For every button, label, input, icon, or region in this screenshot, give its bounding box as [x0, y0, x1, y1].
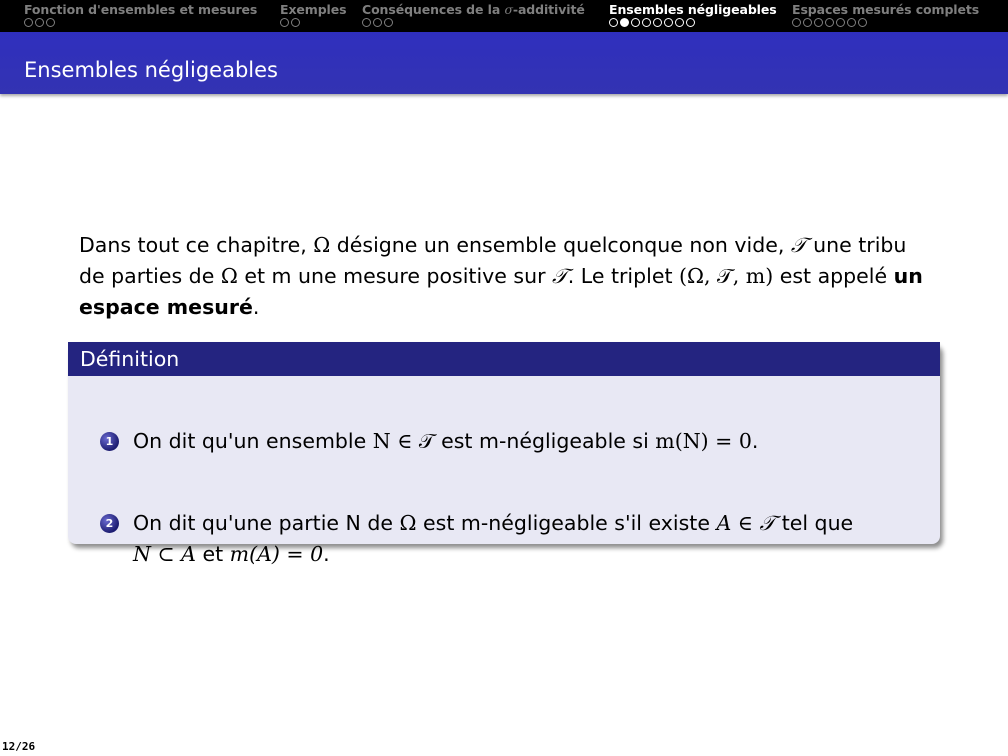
frame-dot-icon[interactable]: [24, 18, 33, 27]
frame-dot-icon[interactable]: [803, 18, 812, 27]
intro-text: .: [252, 295, 260, 319]
enumerate-bullet-icon: 2: [100, 514, 119, 533]
frame-dot-icon[interactable]: [847, 18, 856, 27]
frame-dot-icon[interactable]: [35, 18, 44, 27]
frame-title-bar: [0, 32, 1008, 94]
omega-symbol: Ω: [220, 264, 238, 288]
nav-dots: [609, 18, 777, 27]
frame-dot-icon[interactable]: [384, 18, 393, 27]
section-navigation-bar: [0, 0, 1008, 32]
nav-title-post: -additivité: [512, 2, 585, 17]
item-text-part: est m-négligeable s'il existe: [416, 511, 717, 535]
omega-symbol: Ω: [313, 233, 331, 257]
bold-term: un espace mesuré: [79, 264, 923, 319]
intro-text: désigne un ensemble quelconque non vide,: [330, 233, 791, 257]
frame-dot-icon[interactable]: [642, 18, 651, 27]
math-expression: N ∈ 𝒯: [372, 429, 435, 453]
item-text-part: .: [751, 429, 759, 453]
frame-dot-icon[interactable]: [836, 18, 845, 27]
nav-section-title[interactable]: Fonction d'ensembles et mesures: [24, 2, 258, 17]
math-expression: N ⊂ A: [133, 542, 196, 566]
frame-dot-icon[interactable]: [373, 18, 382, 27]
frame-dot-icon[interactable]: [814, 18, 823, 27]
nav-section-negligeables[interactable]: [609, 2, 777, 27]
nav-title-pre: Conséquences de la: [362, 2, 505, 17]
nav-section-complets[interactable]: [792, 2, 979, 27]
frame-dot-icon[interactable]: [664, 18, 673, 27]
definition-block: [68, 342, 940, 566]
list-item: [100, 426, 920, 457]
intro-text: . Le triplet: [567, 264, 679, 288]
nav-section-title[interactable]: [362, 2, 585, 17]
frame-dot-icon[interactable]: [362, 18, 371, 27]
intro-paragraph: [79, 230, 929, 323]
math-expression: Ω: [399, 511, 417, 535]
nav-section-title[interactable]: Exemples: [280, 2, 347, 17]
item-text-part: On dit qu'un ensemble: [133, 429, 373, 453]
enumerate-bullet-icon: 1: [100, 432, 119, 451]
intro-text: est appelé: [773, 264, 894, 288]
nav-section-consequences[interactable]: [362, 2, 585, 27]
item-text-part: est m-négligeable si: [434, 429, 656, 453]
nav-dots: [280, 18, 346, 27]
math-expression: A ∈ 𝒯: [716, 511, 776, 535]
tribu-symbol: 𝒯: [790, 233, 807, 257]
item-text: [133, 508, 853, 570]
frame-dot-icon[interactable]: [686, 18, 695, 27]
item-text: [133, 426, 758, 457]
frame-dot-icon[interactable]: [280, 18, 289, 27]
frame-dot-icon[interactable]: [792, 18, 801, 27]
nav-section-fonction[interactable]: [24, 2, 257, 27]
page-number: 12/26: [2, 740, 36, 753]
sigma-symbol: σ: [504, 2, 513, 17]
intro-text: une tribu de parties de: [79, 233, 907, 288]
frame-title: Ensembles négligeables: [24, 58, 278, 82]
frame-dot-icon[interactable]: [675, 18, 684, 27]
nav-section-exemples[interactable]: [280, 2, 346, 27]
intro-text: et m une mesure positive sur: [237, 264, 553, 288]
math-expression: m(N) = 0: [655, 429, 752, 453]
triplet-expression: (Ω, 𝒯, m): [679, 264, 774, 288]
tribu-symbol: 𝒯: [552, 264, 568, 288]
frame-dot-icon[interactable]: [620, 18, 629, 27]
nav-dots: [24, 18, 257, 27]
frame-dot-icon[interactable]: [46, 18, 55, 27]
frame-dot-icon[interactable]: [653, 18, 662, 27]
math-expression: m(A) = 0: [229, 542, 324, 566]
frame-dot-icon[interactable]: [631, 18, 640, 27]
frame-dot-icon[interactable]: [291, 18, 300, 27]
nav-section-title[interactable]: Ensembles négligeables: [609, 2, 777, 17]
nav-dots: [362, 18, 585, 27]
definition-title: Définition: [68, 342, 940, 376]
frame-dot-icon[interactable]: [858, 18, 867, 27]
intro-text: Dans tout ce chapitre,: [79, 233, 314, 257]
frame-dot-icon[interactable]: [825, 18, 834, 27]
nav-dots: [792, 18, 979, 27]
frame-dot-icon[interactable]: [609, 18, 618, 27]
item-text-part: tel que: [775, 511, 854, 535]
nav-section-title[interactable]: Espaces mesurés complets: [792, 2, 980, 17]
item-text-part: et: [195, 542, 230, 566]
list-item: [100, 508, 920, 570]
definition-body: [68, 376, 940, 566]
item-text-part: On dit qu'une partie N de: [133, 511, 400, 535]
item-text-part: .: [323, 542, 330, 566]
